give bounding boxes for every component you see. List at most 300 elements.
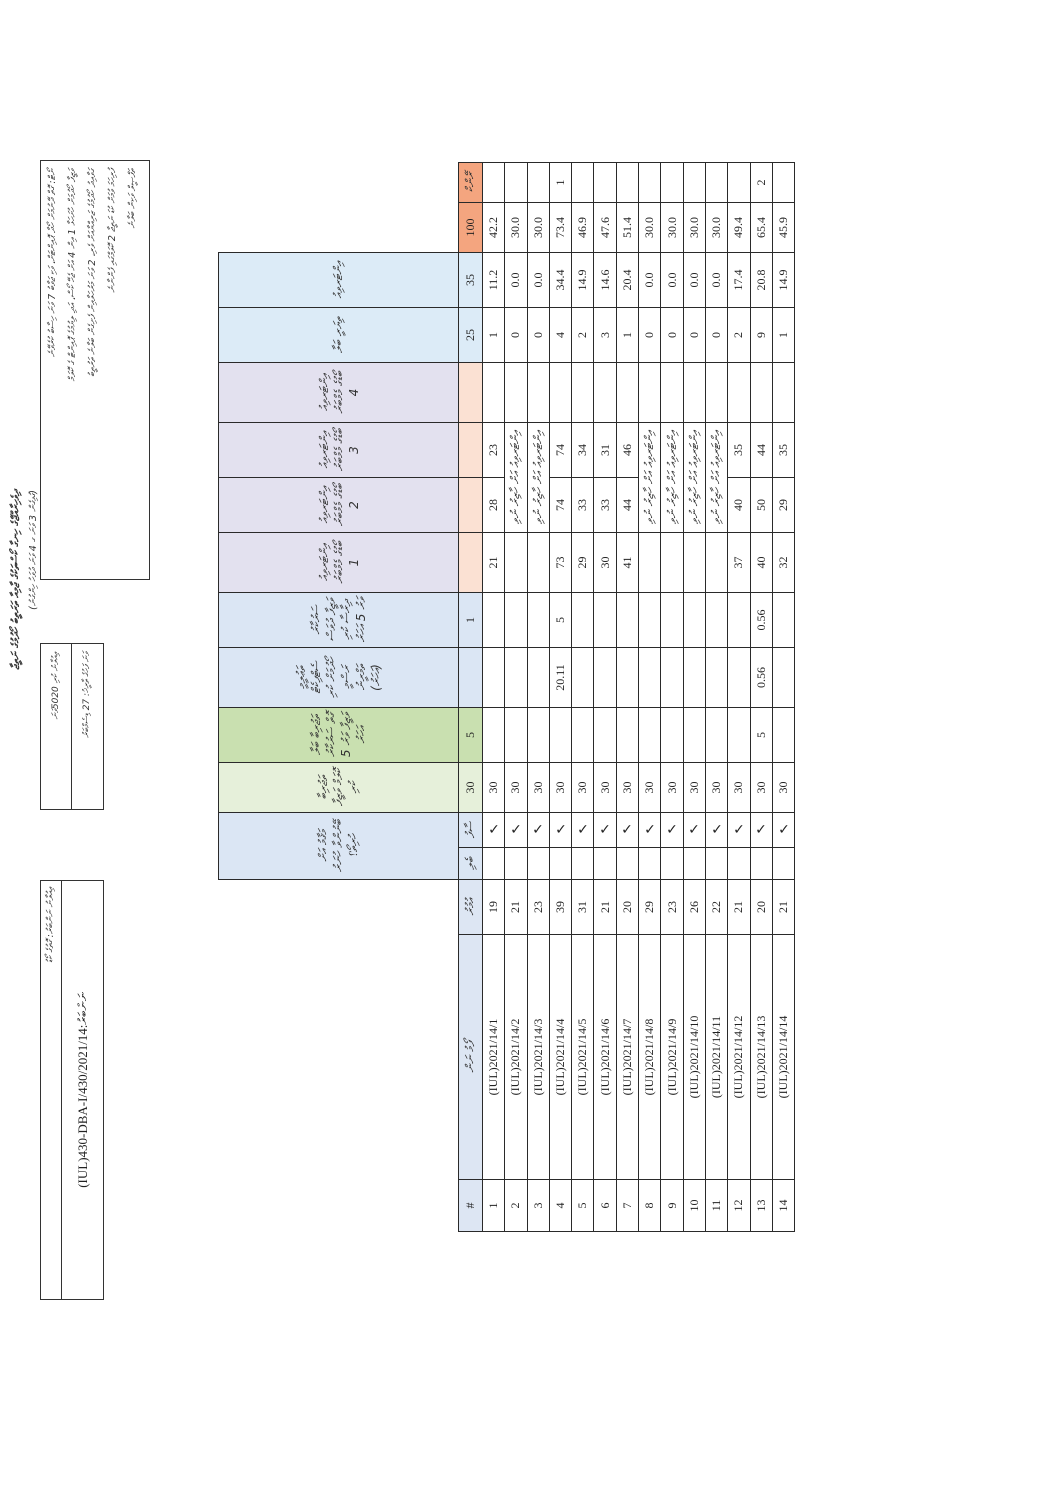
row-col2 [639,648,661,708]
row-total: 30.0 [661,203,683,253]
row-col30: 30 [683,763,705,813]
row-col5 [616,708,638,763]
table-row [661,163,683,1232]
table-row [705,163,727,1232]
row-form-id: (IUL)2021/14/14 [772,935,794,1180]
row-eval4 [772,363,794,423]
date-box [40,643,104,810]
row-check-b [527,848,549,880]
row-rank [705,163,727,203]
row-total: 49.4 [728,203,750,253]
row-eval1: 32 [772,533,794,593]
row-eval2: 44 [616,478,638,533]
row-number: 1 [483,1180,505,1232]
row-total: 30.0 [683,203,705,253]
row-col5 [772,708,794,763]
row-check-a [661,813,683,848]
row-col30: 30 [549,763,571,813]
notes-box [40,160,150,580]
row-age: 19 [483,880,505,935]
row-col2: 0.56 [750,648,772,708]
row-form-id: (IUL)2021/14/10 [683,935,705,1180]
row-eval1: 37 [728,533,750,593]
header-eval3-val [459,423,483,478]
row-rank [483,163,505,203]
header-score25: 25 [459,308,483,363]
row-check-b [728,848,750,880]
row-col5 [728,708,750,763]
row-score35: 0.0 [639,253,661,308]
row-check-b [572,848,594,880]
row-check-a [705,813,727,848]
row-check-b [616,848,638,880]
row-eval4 [505,363,527,423]
row-check-a [772,813,794,848]
row-rank: 1 [549,163,571,203]
check-icon: ✓ [487,822,500,839]
table-row [505,163,527,1232]
row-col2 [661,648,683,708]
check-icon: ✓ [666,822,678,839]
header-col5: 5 [459,708,483,763]
row-col1 [505,593,527,648]
check-icon: ✓ [599,822,611,839]
row-col5 [594,708,616,763]
row-number: 12 [728,1180,750,1232]
row-check-a [549,813,571,848]
row-form-id: (IUL)2021/14/6 [594,935,616,1180]
row-col30: 30 [639,763,661,813]
header-age: އުމުރު [459,880,483,935]
row-total: 47.6 [594,203,616,253]
row-eval1: 30 [594,533,616,593]
row-eval1: 73 [549,533,571,593]
row-eval4 [728,363,750,423]
row-eval3: 31 [594,423,616,478]
row-age: 20 [616,880,638,935]
date-line-2: ވަނަ ފަހުގެ ތާރީޚު: 27 ޑިސެމްބަރު [82,652,92,738]
row-score25: 9 [750,308,772,363]
table-row [639,163,661,1232]
row-eval1 [705,533,727,593]
row-rank [505,163,527,203]
row-form-id: (IUL)2021/14/11 [705,935,727,1180]
row-total: 42.2 [483,203,505,253]
row-col30: 30 [594,763,616,813]
header-eval1-val [459,533,483,593]
check-icon: ✓ [688,822,701,839]
header-eval3: އިންޓަރވިއު ބޯޑުގެ މެމްބަރު 3 [219,423,459,478]
row-score35: 0.0 [527,253,549,308]
row-total: 46.9 [572,203,594,253]
row-col30: 30 [527,763,549,813]
row-number: 2 [505,1180,527,1232]
check-icon: ✓ [755,822,768,839]
row-score25: 2 [728,308,750,363]
row-check-b [683,848,705,880]
row-col1 [639,593,661,648]
row-check-a [683,813,705,848]
row-eval3: 46 [616,423,638,478]
row-check-b [661,848,683,880]
row-eval3: 44 [750,423,772,478]
row-eval1 [505,533,527,593]
row-col2 [527,648,549,708]
row-score35: 0.0 [505,253,527,308]
row-number: 5 [572,1180,594,1232]
row-absent-note: އިންޓަރވިއު އަށް ހާޒިރު ނުވި [639,423,661,533]
row-score25: 1 [483,308,505,363]
header-question: މަޤާމު އަށް ބޭނުންވާ ހުނަރު ހުރިތޯ؟ [219,813,459,880]
row-col5 [527,708,549,763]
row-eval1 [661,533,683,593]
header-values-row [459,163,483,1232]
row-number: 10 [683,1180,705,1232]
row-absent-note: އިންޓަރވިއު އަށް ހާޒިރު ނުވި [505,423,527,533]
row-absent-note: އިންޓަރވިއު އަށް ހާޒިރު ނުވި [661,423,683,533]
reference-number: (IUL)430-DBA-I/430/2021/14:ނަންބަރު [75,992,90,1188]
row-check-b [639,848,661,880]
row-total: 30.0 [505,203,527,253]
row-score25: 4 [549,308,571,363]
row-eval1: 41 [616,533,638,593]
row-eval2: 50 [750,478,772,533]
row-score35: 17.4 [728,253,750,308]
row-eval1 [527,533,549,593]
row-check-a [527,813,549,848]
row-age: 22 [705,880,727,935]
row-col30: 30 [572,763,594,813]
row-col1 [594,593,616,648]
row-eval3: 34 [572,423,594,478]
row-col2 [683,648,705,708]
row-rank [772,163,794,203]
header-eval4-val [459,363,483,423]
row-age: 23 [527,880,549,935]
row-check-a [572,813,594,848]
row-score35: 11.2 [483,253,505,308]
table-row [483,163,505,1232]
row-rank [572,163,594,203]
row-eval1: 29 [572,533,594,593]
row-col1 [683,593,705,648]
row-age: 21 [728,880,750,935]
row-number: 8 [639,1180,661,1232]
row-form-id: (IUL)2021/14/9 [661,935,683,1180]
row-check-a [639,813,661,848]
row-form-id: (IUL)2021/14/3 [527,935,549,1180]
header-num: # [459,1180,483,1232]
note-line: ވަޒީފާ ހޯދުމަށް ހުށަހަޅާ 1 އިން 4 އަށް ޖެހޭ ކޯސް، އަދި ލިޔުމުގެ ޕޮއިންޓް ގެ ކޮލަމް [67,169,78,382]
row-col5 [572,708,594,763]
row-score25: 0 [705,308,727,363]
row-number: 14 [772,1180,794,1232]
row-col1 [527,593,549,648]
check-icon: ✓ [710,822,723,839]
row-number: 4 [549,1180,571,1232]
check-icon: ✓ [576,822,589,839]
reference-label: ޢިއުލާނު ނަންބަރު: ގޮތުގެ ކޯޑު [45,887,56,963]
row-total: 73.4 [549,203,571,253]
row-col5 [483,708,505,763]
row-rank: 2 [750,163,772,203]
row-col5 [705,708,727,763]
header-total: 100 [459,203,483,253]
row-eval2: 40 [728,478,750,533]
row-age: 29 [639,880,661,935]
row-eval3: 23 [483,423,505,478]
row-form-id: (IUL)2021/14/8 [639,935,661,1180]
row-eval2: 33 [594,478,616,533]
check-icon: ✓ [621,822,634,839]
header-eval1: އިންޓަރވިއު ބޯޑުގެ މެމްބަރު 1 [219,533,459,593]
row-check-a [750,813,772,848]
row-check-a [483,813,505,848]
row-score35: 14.6 [594,253,616,308]
row-col30: 30 [750,763,772,813]
table-row [772,163,794,1232]
header-score35: 35 [459,253,483,308]
table-row [594,163,616,1232]
table-row [572,163,594,1232]
row-eval1 [639,533,661,593]
row-col30: 30 [728,763,750,813]
row-col30: 30 [661,763,683,813]
row-col1 [661,593,683,648]
header-eval4: އިންޓަރވިއު ބޯޑުގެ މެމްބަރު 4 [219,363,459,423]
row-col30: 30 [705,763,727,813]
row-total: 51.4 [616,203,638,253]
row-score35: 14.9 [772,253,794,308]
header-id: ފޯމު ނަން [459,935,483,1180]
check-icon: ✓ [554,822,567,839]
row-absent-note: އިންޓަރވިއު އަށް ހާޒިރު ނުވި [705,423,727,533]
row-rank [728,163,750,203]
row-eval3: 35 [728,423,750,478]
row-eval1: 40 [750,533,772,593]
row-col5 [505,708,527,763]
row-check-b [549,848,571,880]
header-col1-label: ސަރުކާރު ވަޒީފާ ދުވަސް ދިރާސާ ކުރި ވަރު 5 އަހަރު [219,593,459,648]
row-eval4 [683,363,705,423]
row-check-b [772,848,794,880]
row-check-a [594,813,616,848]
row-eval3: 35 [772,423,794,478]
header-check-a: ސާފު [459,813,483,848]
row-eval4 [705,363,727,423]
row-eval4 [750,363,772,423]
results-table [218,162,795,1232]
row-col30: 30 [772,763,794,813]
row-col2 [772,648,794,708]
row-rank [527,163,549,203]
row-col1 [772,593,794,648]
row-score35: 20.4 [616,253,638,308]
row-number: 11 [705,1180,727,1232]
row-eval4 [549,363,571,423]
row-form-id: (IUL)2021/14/4 [549,935,571,1180]
row-col2 [505,648,527,708]
row-rank [639,163,661,203]
row-form-id: (IUL)2021/14/7 [616,935,638,1180]
header-score25-label: ތިޔަރީ ބަލާ [219,308,459,363]
row-eval1: 21 [483,533,505,593]
check-icon: ✓ [510,822,522,839]
check-icon: ✓ [643,822,656,839]
row-eval1 [683,533,705,593]
row-eval2: 33 [572,478,594,533]
row-col2 [728,648,750,708]
row-eval4 [661,363,683,423]
check-icon: ✓ [532,822,545,839]
row-check-b [594,848,616,880]
row-score25: 2 [572,308,594,363]
header-check-b: ބެލި [459,848,483,880]
row-col2 [483,648,505,708]
row-score35: 34.4 [549,253,571,308]
row-col2 [616,648,638,708]
row-form-id: (IUL)2021/14/12 [728,935,750,1180]
row-score25: 3 [594,308,616,363]
row-age: 23 [661,880,683,935]
row-check-a [728,813,750,848]
row-col1: 0.56 [750,593,772,648]
row-score25: 0 [505,308,527,363]
row-col1 [616,593,638,648]
row-absent-note: އިންޓަރވިއު އަށް ހާޒިރު ނުވި [527,423,549,533]
header-col1: 1 [459,593,483,648]
row-total: 30.0 [527,203,549,253]
row-check-b [705,848,727,880]
document-title: ދިވެހިރާއްޖޭގެ ހިނގާ ކޯސްތަކުގެ ޖާމިއާ ތަރަތީބު ހޯދުމުގެ ނަތީޖާ [9,490,22,670]
row-score35: 14.9 [572,253,594,308]
header-col5-label: ތަޖުރިބާ ބަލާ ގޮތް ސަރުކާރު ވަޒީފާ ވަރު 5 އަހަރު [219,708,459,763]
row-number: 7 [616,1180,638,1232]
row-check-b [750,848,772,880]
row-col5 [549,708,571,763]
row-eval3: 74 [549,423,571,478]
row-age: 20 [750,880,772,935]
row-col1 [705,593,727,648]
header-col2 [459,648,483,708]
row-number: 3 [527,1180,549,1232]
row-rank [683,163,705,203]
row-eval4 [527,363,549,423]
row-age: 39 [549,880,571,935]
row-age: 21 [505,880,527,935]
row-score35: 20.8 [750,253,772,308]
header-eval2-val [459,478,483,533]
row-age: 26 [683,880,705,935]
row-eval4 [616,363,638,423]
row-eval4 [572,363,594,423]
note-line: ފުރިހަމަ ވުމަށް ކުޑަ ނަތީޖާ 2 ކޮލަމްގައި ފެންނާނެ [107,169,118,293]
row-score35: 0.0 [661,253,683,308]
row-age: 21 [594,880,616,935]
row-score25: 0 [639,308,661,363]
row-check-a [505,813,527,848]
row-score25: 0 [683,308,705,363]
row-age: 31 [572,880,594,935]
header-col30-label: ތަޖުރިބާ ކޮލަމް ވަޒީފާ ކުރި [219,763,459,813]
row-col30: 30 [483,763,505,813]
table-row [683,163,705,1232]
row-total: 45.9 [772,203,794,253]
note-line: ގަވާއިދު ހޯދުމުގެ ޒަރިއްޔާއަށް ވެރި، 2 ވަނަ މަރުހަލާއިން ފެށިގެން ބަލާނެ ތަރުތީބު [87,169,98,377]
row-col1 [483,593,505,648]
check-icon: ✓ [777,822,790,839]
row-eval2: 28 [483,478,505,533]
reference-box [40,880,104,1300]
row-col2 [705,648,727,708]
row-col2 [572,648,594,708]
header-col30: 30 [459,763,483,813]
header-col2-label: ތަޢުލީމީ ސެޓްފިކެޓް ހޯދުމަށް ކުރި ރަސްމީ ތަމްރީނު (އަހަރު) [219,648,459,708]
table-row [728,163,750,1232]
table-row [527,163,549,1232]
row-eval4 [639,363,661,423]
header-rank: ރޭންކް [459,163,483,203]
row-col5 [639,708,661,763]
row-eval4 [594,363,616,423]
row-score25: 1 [616,308,638,363]
row-col1 [572,593,594,648]
row-form-id: (IUL)2021/14/5 [572,935,594,1180]
row-rank [594,163,616,203]
row-col30: 30 [616,763,638,813]
row-number: 13 [750,1180,772,1232]
date-line-1: ޢިއުލާނު ކުރި 5020ވަނަ [51,652,61,720]
row-total: 30.0 [705,203,727,253]
row-eval2: 74 [549,478,571,533]
row-check-b [483,848,505,880]
row-form-id: (IUL)2021/14/1 [483,935,505,1180]
row-col1 [728,593,750,648]
row-check-b [505,848,527,880]
row-score25: 1 [772,308,794,363]
row-form-id: (IUL)2021/14/2 [505,935,527,1180]
row-number: 6 [594,1180,616,1232]
row-score25: 0 [661,308,683,363]
check-icon: ✓ [733,822,745,839]
row-absent-note: އިންޓަރވިއު އަށް ހާޒިރު ނުވި [683,423,705,533]
row-total: 65.4 [750,203,772,253]
note-line: ނޯޓް: ގޮތް ދޭނުމަށް ހޯދާ ޕޮއިންޓަށް، ވަކި ޖަވާބު 7 ވަނަ ހިސާބު ކުރެވޭނެ [47,169,58,358]
header-eval2: އިންޓަރވިއު ބޯޑުގެ މެމްބަރު 2 [219,478,459,533]
row-age: 21 [772,880,794,935]
row-form-id: (IUL)2021/14/13 [750,935,772,1180]
table-row [616,163,638,1232]
header-labels-row [219,163,459,1232]
row-col30: 30 [505,763,527,813]
table-row [549,163,571,1232]
row-score35: 0.0 [705,253,727,308]
row-score35: 0.0 [683,253,705,308]
row-number: 9 [661,1180,683,1232]
row-eval2: 29 [772,478,794,533]
row-col5: 5 [750,708,772,763]
note-line: ތަފްޞީލް ވަކިން ބަލާނެ [127,169,138,229]
table-row [750,163,772,1232]
table-body [483,163,795,1232]
row-rank [616,163,638,203]
row-col2: 20.11 [549,648,571,708]
row-col1: 5 [549,593,571,648]
row-check-a [616,813,638,848]
header-score35-label: އިންޓަރވިއު [219,253,459,308]
row-score25: 0 [527,308,549,363]
row-total: 30.0 [639,203,661,253]
